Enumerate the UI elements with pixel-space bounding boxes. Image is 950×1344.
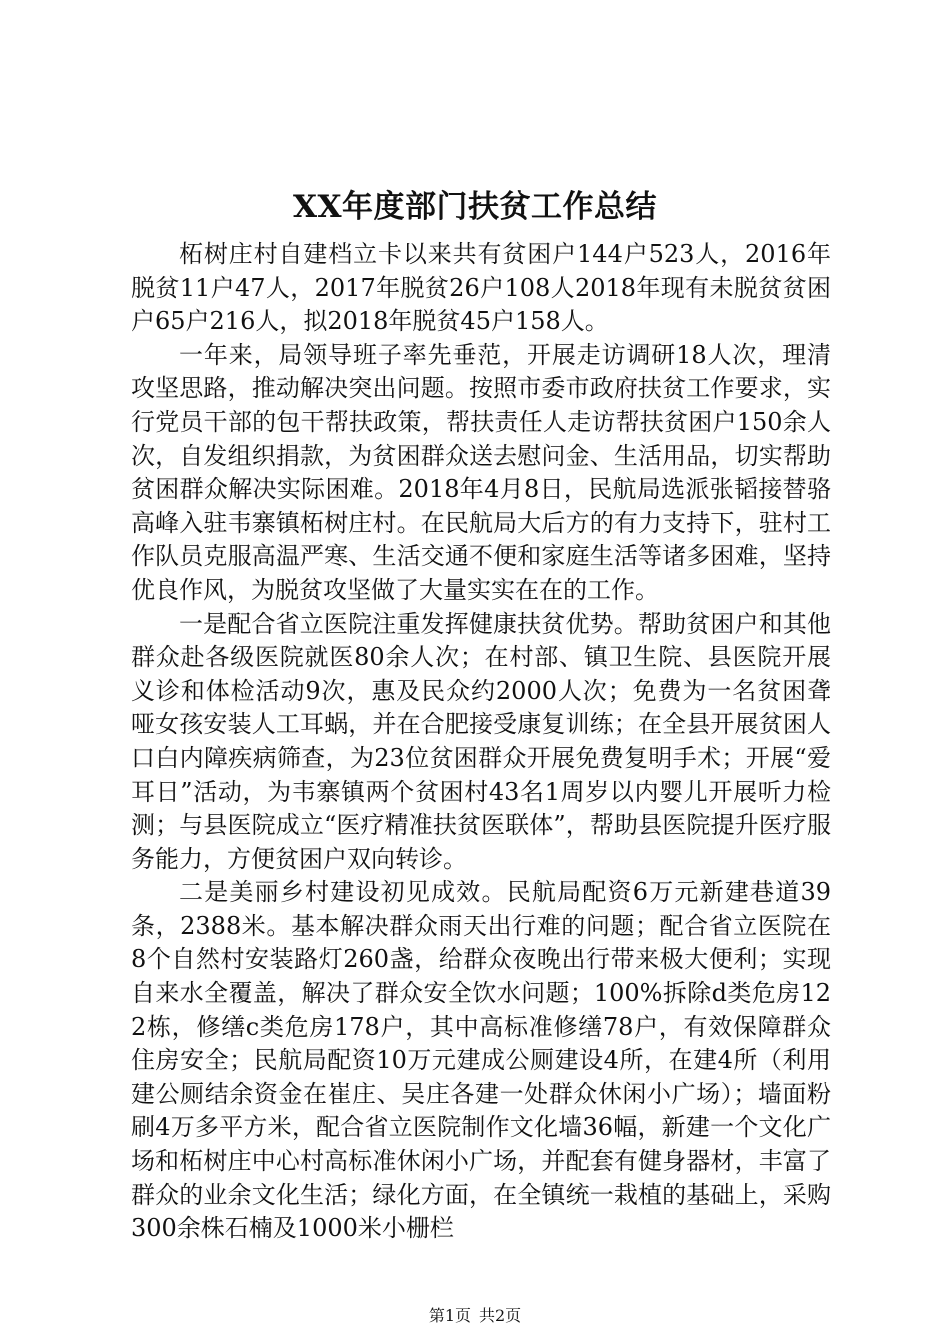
document-body: [131, 238, 831, 1246]
page-number: 第1页: [428, 1306, 471, 1325]
paragraph-village-construction: 二是美丽乡村建设初见成效。民航局配资6万元新建巷道39条，2388米。基本解决群众雨天出行难的问题；配合省立医院在8个自然村安装路灯260盏，给群众夜晚出行带来极大便利；实现自来水全覆盖，解决了群众安全饮水问题；100%拆除d类危房122栋，修缮c类危房178户，其中高标准修缮78户，有效保障群众住房安全；民航局配资10万元建成公厕建设4所，在建4所（利用建公厕结余资金在崔庄、吴庄各建一处群众休闲小广场）；墙面粉刷4万多平方米，配合省立医院制作文化墙36幅，新建一个文化广场和柘树庄中心村高标准休闲小广场，并配套有健身器材，丰富了群众的业余文化生活；绿化方面，在全镇统一栽植的基础上，采购300余株石楠及1000米小栅栏: [131, 878, 831, 1243]
paragraph-health-poverty: 一是配合省立医院注重发挥健康扶贫优势。帮助贫困户和其他群众赴各级医院就医80余人次；在村部、镇卫生院、县医院开展义诊和体检活动9次，惠及民众约2000人次；免费为一名贫困聋哑女孩安装人工耳蜗，并在合肥接受康复训练；在全县开展贫困人口白内障疾病筛查，为23位贫困群众开展免费复明手术；开展“爱耳日”活动，为韦寨镇两个贫困村43名1周岁以内婴儿开展听力检测；与县医院成立“医疗精准扶贫医联体”，帮助县医院提升医疗服务能力，方便贫困户双向转诊。: [131, 609, 831, 873]
page-footer: [0, 1306, 950, 1326]
paragraph-leadership: 一年来，局领导班子率先垂范，开展走访调研18人次，理清攻坚思路，推动解决突出问题。按照市委市政府扶贫工作要求，实行党员干部的包干帮扶政策，帮扶责任人走访帮扶贫困户150余人次，自发组织捐款，为贫困群众送去慰问金、生活用品，切实帮助贫困群众解决实际困难。2018年4月8日，民航局选派张韬接替骆高峰入驻韦寨镇柘树庄村。在民航局大后方的有力支持下，驻村工作队员克服高温严寒、生活交通不便和家庭生活等诸多困难，坚持优良作风，为脱贫攻坚做了大量实实在在的工作。: [131, 340, 831, 604]
document-title: XX年度部门扶贫工作总结: [292, 189, 658, 225]
page-total: 共2页: [479, 1306, 522, 1325]
paragraph-intro: 柘树庄村自建档立卡以来共有贫困户144户523人，2016年脱贫11户47人，2017年脱贫26户108人2018年现有未脱贫贫困户65户216人，拟2018年脱贫45户158人。: [131, 240, 831, 336]
